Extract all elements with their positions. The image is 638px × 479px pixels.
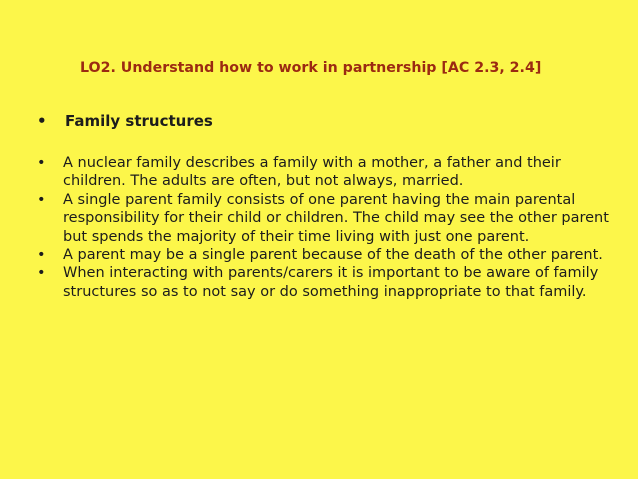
- bullet-item: [37, 264, 627, 301]
- bullet-text: A nuclear family describes a family with a mother, a father and their children. The adults are often, but not always, married.: [63, 155, 561, 190]
- bullet-item: [37, 246, 627, 264]
- bullet-dot: •: [37, 265, 46, 282]
- bullet-text: When interacting with parents/carers it is important to be aware of family structures so as to not say or do something inappropriate to that family.: [63, 265, 599, 300]
- bullet-dot: •: [37, 247, 46, 264]
- slide-title: LO2. Understand how to work in partnership [AC 2.3, 2.4]: [80, 60, 542, 76]
- bullet-dot: •: [37, 112, 47, 130]
- bullet-dot: •: [37, 155, 46, 171]
- bullet-text: A parent may be a single parent because of the death of the other parent.: [63, 247, 603, 264]
- bullet-item: [37, 191, 627, 246]
- bullet-list: [37, 154, 627, 301]
- subheading-text: Family structures: [65, 112, 213, 130]
- bullet-text: A single parent family consists of one parent having the main parental responsibility for their child or children. The child may see the other parent but spends the majority of their time living with just one parent.: [63, 191, 609, 245]
- bullet-item: [37, 154, 627, 191]
- bullet-dot: •: [37, 191, 46, 208]
